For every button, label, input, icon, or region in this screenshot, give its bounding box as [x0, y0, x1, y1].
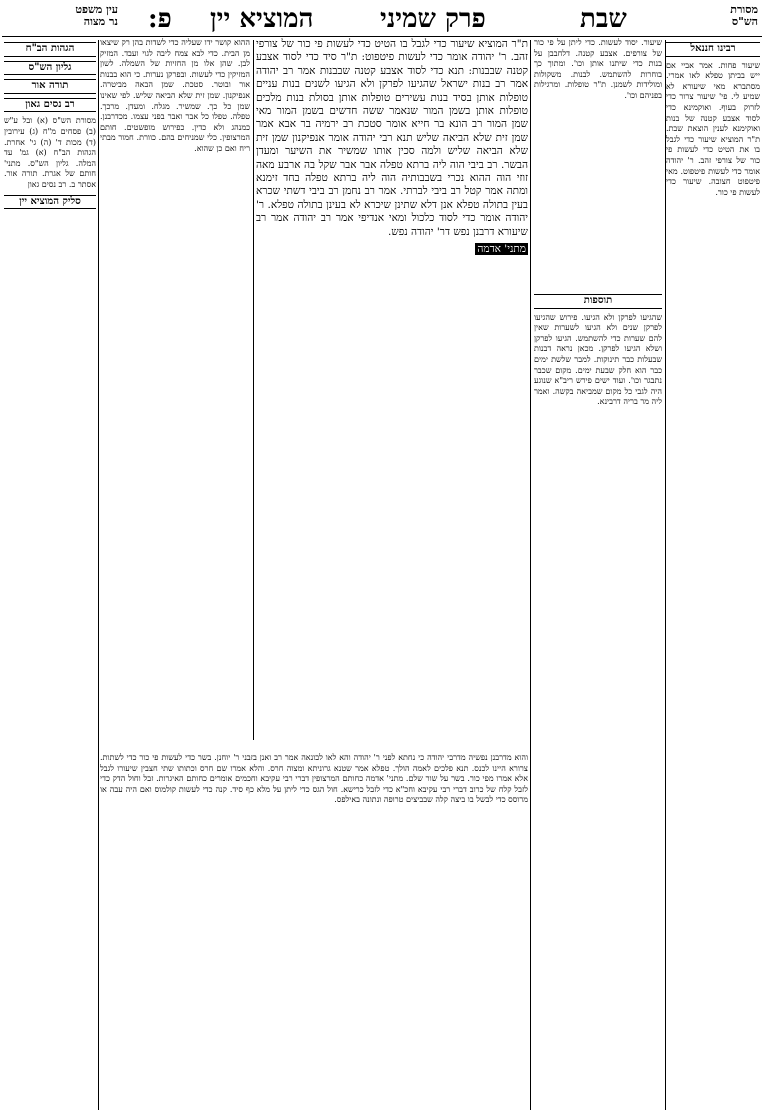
header-right-references: מסורת הש"ס	[730, 3, 758, 28]
folio-number: פ:	[148, 4, 172, 34]
rashi-right-text: שיעור. יסוד לעשות. כדי ליתן על פי כור של צורפים. אצבע קטנה. דלחבבן על בנות כדי שיתנו אותן וכו'. ומתוך כך בוחרות להשתמש. לבנות. משקולות ומולידות לשמנן. ת"ר טופלות. ומרגילות בפניהם וכו'.	[534, 38, 662, 100]
rav-nissim-gaon-title: רב נסים גאון	[4, 98, 96, 113]
gemara-text: ת"ר המוציא שיעור כדי לגבל בו הטיט כדי לעשות פי כור של צורפי זהב. ר' יהודה אומר כדי לעשות פיטפוט: ת"ר סיד כדי לסוד אצבע קטנה שבבנות: תנא כדי לסוד אצבע קטנה שבבנות אמר רב יהודה אמר רב בנות ישראל שהגיעו לפרקן ולא הגיעו לשנים בנות עניים טופלות אותן בסיד בנות עשירים טופלות אותן בסולת בנות מלכים טופלות אותן בשמן המור שנאמר ששה חדשים בשמן המור מאי שמן המור רב הונא בר חייא אומר סטכת רב ירמיה בר אבא אמר שמן זית שלא הביאה שליש תנא רבי יהודה אומר אנפיקנון שמן זית שלא הביאה שליש ולמה סכין אותו שמשיר את השיער ומעדן הבשר. רב ביבי הוה ליה ברתא טפלה אבר אבר שקל בה ארבע מאה זוזי הוה ההוא נכרי בשבבותיה הוה ליה ברתא טפלה בחד זימנא ומתה אמר קטל רב ביבי לברתי. אמר רב נחמן רב ביבי דשתי שכרא בעין בתולה טפלא אנן דלא שתינן שיכרא לא בעינן בתולה טפלא. ר' יהודה אומר כדי לסוד כלכול ומאי אנדיפי אמר רב יהודה אמר רב שיעורא דרבנן נפש דר' יהודה נפש.	[256, 38, 528, 238]
chapter-end-title: סליק המוציא יין	[4, 195, 96, 210]
divider-right	[665, 40, 666, 1110]
chapter-name: המוציא יין	[210, 4, 314, 34]
torah-or-title: תורה אור	[4, 79, 96, 94]
left-margin-text: מסורת הש"ס (א) ובל ע"ש (ב) פסחים מ"ח (ג) עירובין (ד) מכות ד' (ה) גי' אחרת. הגהות הב"ח (א) גמ' עד המלה. גליון הש"ס. מתני' חותם של אגרת. תורה אור. אסתר ב. רב נסים גאון	[4, 116, 96, 189]
left-margin-notes	[4, 38, 96, 1108]
rashi-column-right	[534, 38, 662, 298]
page-header	[0, 0, 764, 34]
tosafot-column	[534, 290, 662, 1080]
hagahot-habach-title: הגהות הב"ח	[4, 42, 96, 57]
rabbeinu-chananel-title: רבינו חננאל	[666, 42, 760, 57]
gemara-main-column	[256, 38, 528, 738]
gemara-bottom-text: והוא מדרבנן נפשיה מדרבי יהודה כי נחתא לפני ר' יהודה והא לאו לבונאה אמר רב ואנן בזבני ר' יוחנן. בשר כדי לעשות פי כור כדי לשתות. צרורא היינו לכנס. תנא פלכים לאמה הולך. טפלא אמר שטנא גרוניתא ומצוה חרס. והלא אמרו שם חרס וכתותו שתי חצבין שיעורו לגבל אלא אמרו מפי כור. בשר על שור שלם. מתני' אדמה כחותם המרצופין דברי רבי עקיבא וחכמים אומרים כחותם האיגרות. זבל וחול הדק כדי לזבל קלח של כרוב דברי רבי עקיבא וחכ"א כדי לזבל כרישא. חול הגס כדי ליתן על מלא כף סיד. קנה כדי לעשות קולמוס ואם היה עבה או מרוסס כדי לבשל בו ביצה קלה שבביצים טרופה ונתונה באילפס.	[100, 753, 528, 805]
divider-main-left	[253, 40, 254, 740]
gilyon-hashas-title: גליון הש"ס	[4, 61, 96, 76]
rabbeinu-chananel-text: שיעור פחות. אמר אביי אם ייש בביתן טפלא לאו אמרי. מסתברא מאי שיעורא לא שמיע לי. פי' שיעור צרור כדי לזרוק בעוף. ואוקמינא כדי לסוד אצבע קטנה של בנות ואוקימנא לענין הוצאת שבת. ת"ר המוציא שיעור כדי לגבל בו את הטיט כדי לעשות פי כור של צורפי זהב. ר' יהודה אומר כדי לעשות פיטפוט. מאי פיטפוט חצובה. שיעור כדי לעשות פי כור.	[666, 60, 760, 197]
gemara-bottom-block	[100, 745, 528, 1075]
divider-left	[98, 40, 99, 1110]
divider-main-right	[530, 40, 531, 1110]
rabbeinu-chananel-column	[666, 38, 760, 1108]
tosafot-title: תוספות	[534, 294, 662, 309]
rashi-left-text: ההוא קושר ידו שעליה כדי לשדות בהן רק שיצאו מן הבית. כדי לבא צמח ליבה לגוי ועבד. המזיק לבן. שהן אלו מן החזיות של השמלה. לשון המזיקין כדי לעשות. ובפרקן נערות. כי הוא בבנות אור ובוטר. סטכת. שמן הבאה מביטרה. אנפיקנון. שמן זית שלא הביאה שליש. לפי שאינו שמן כל כך. שמשיר. מגלח. ומעדן. מרכך. טפלה. טפלו כל אבר ואבר בפני עצמו. מכדרבנן. כמנהג ולא כדין. כפירוש מופשטים. חותם המרצופין. כלי שמניחים בהם. כוורת. חמור מבתי ריח ואם כן שהוא.	[100, 38, 250, 153]
tractate-name: שבת	[580, 4, 627, 34]
header-divider	[2, 36, 762, 37]
header-left-references: עין משפט נר מצוה	[75, 3, 118, 28]
tosafot-text: שהגיעו לפרקן ולא הגיעו. פירוש שהגיעו לפרקן שנים ולא הגיעו לשערות שאין להם שערות כדי להשתמש. הגיעו לפרקן ושלא הגיעו לפרקן. מכאן נראה דבנות שבעלות כבר תינוקות. למבר שלשת ימים כבר הוא חלק שבעת ימים. מקום שכבר נתבגר וכו'. ועוד ישים פירש ריב"א שנוגע היה לגבי כל מקום שמביאה בקשה. ואמר ליה מר בריה דרבינא.	[534, 312, 662, 407]
perek-number: פרק שמיני	[380, 4, 486, 34]
mishnah-highlight: מתני' אדמה	[477, 243, 526, 256]
